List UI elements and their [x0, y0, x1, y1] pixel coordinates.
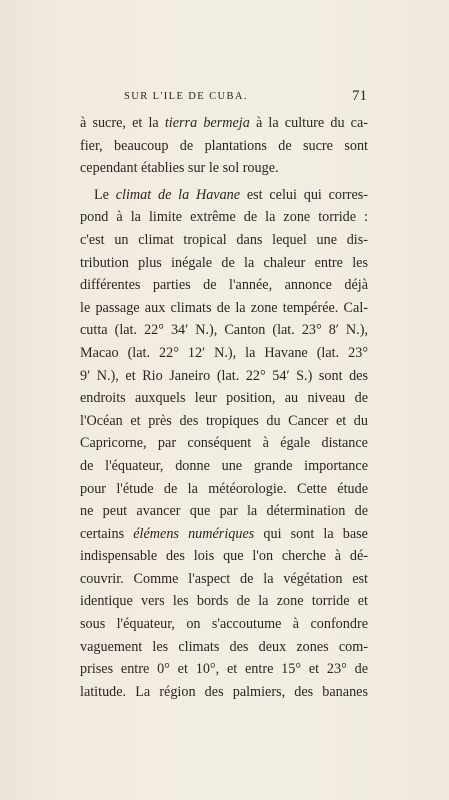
text-line: [80, 455, 368, 478]
text-line: [80, 478, 368, 501]
text-run: cutta (lat. 22° 34′ N.), Canton (lat. 23° 8′ N.),: [80, 322, 368, 339]
text-run: endroits auxquels leur position, au niveau de: [80, 390, 368, 407]
text-line: [80, 319, 368, 342]
text-line: [80, 410, 368, 433]
text-run: à la culture du ca-: [249, 115, 369, 131]
text-run: à sucre, et la: [80, 115, 165, 131]
text-run: le passage aux climats de la zone tempérée. Cal-: [80, 299, 368, 316]
text-run: Le: [94, 186, 116, 203]
text-line: [80, 432, 368, 455]
text-run: pond à la limite extrême de la zone torride :: [80, 209, 368, 226]
text-line: [80, 112, 368, 135]
text-run: l'Océan et près des tropiques du Cancer et du: [80, 412, 368, 429]
text-run: fier, beaucoup de plantations de sucre sont: [80, 137, 368, 154]
text-run: indispensable des lois que l'on cherche à dé-: [80, 548, 368, 565]
text-run: sous l'équateur, on s'accoutume à confondre: [80, 616, 368, 633]
italic-run: tierra bermeja: [164, 115, 250, 131]
page-header: [80, 90, 367, 110]
text-line: [80, 568, 368, 591]
text-run: 9′ N.), et Rio Janeiro (lat. 22° 54′ S.) sont des: [80, 367, 368, 384]
text-line: [80, 500, 368, 523]
paragraph: [80, 112, 368, 180]
text-run: de l'équateur, donne une grande importance: [80, 457, 368, 474]
text-line: [80, 636, 368, 659]
italic-run: climat de la Havane: [115, 186, 241, 203]
text-run: latitude. La région des palmiers, des bananes: [80, 683, 368, 700]
text-line: [80, 590, 368, 613]
text-line: [80, 658, 368, 681]
text-line: [80, 274, 368, 297]
text-line: [80, 206, 368, 229]
text-line: [80, 297, 368, 320]
text-line: [80, 365, 368, 388]
text-run: vaguement les climats des deux zones com-: [80, 638, 368, 655]
text-run: est celui qui corres-: [240, 186, 369, 203]
text-run: certains: [80, 525, 134, 542]
text-run: Macao (lat. 22° 12′ N.), la Havane (lat. 23°: [80, 344, 368, 361]
text-run: prises entre 0° et 10°, et entre 15° et 23° de: [80, 661, 368, 678]
text-line: [80, 229, 368, 252]
text-line: [80, 342, 368, 365]
text-line: [80, 613, 368, 636]
italic-run: élémens numériques: [133, 525, 255, 542]
text-line: [80, 681, 368, 704]
body-text: [80, 112, 368, 703]
text-run: ne peut avancer que par la détermination de: [80, 503, 368, 520]
text-line: [80, 157, 368, 180]
text-line: [80, 387, 368, 410]
text-run: différentes parties de l'année, annonce déjà: [80, 277, 368, 294]
text-run: tribution plus inégale de la chaleur entre les: [80, 254, 368, 271]
paragraph: [80, 184, 368, 704]
running-title: SUR L'ILE DE CUBA.: [124, 91, 248, 102]
text-line: [80, 252, 368, 275]
text-run: cependant établies sur le sol rouge.: [80, 160, 279, 177]
text-line: [80, 184, 368, 207]
text-run: qui sont la base: [254, 525, 368, 542]
text-run: Capricorne, par conséquent à égale distance: [80, 435, 368, 452]
page-number: 71: [352, 88, 367, 104]
text-run: couvrir. Comme l'aspect de la végétation est: [80, 570, 368, 587]
text-line: [80, 523, 368, 546]
text-line: [80, 545, 368, 568]
text-run: identique vers les bords de la zone torride et: [80, 593, 368, 610]
text-run: c'est un climat tropical dans lequel une dis-: [80, 231, 368, 248]
text-run: pour l'étude de la météorologie. Cette étude: [80, 480, 368, 497]
text-line: [80, 135, 368, 158]
